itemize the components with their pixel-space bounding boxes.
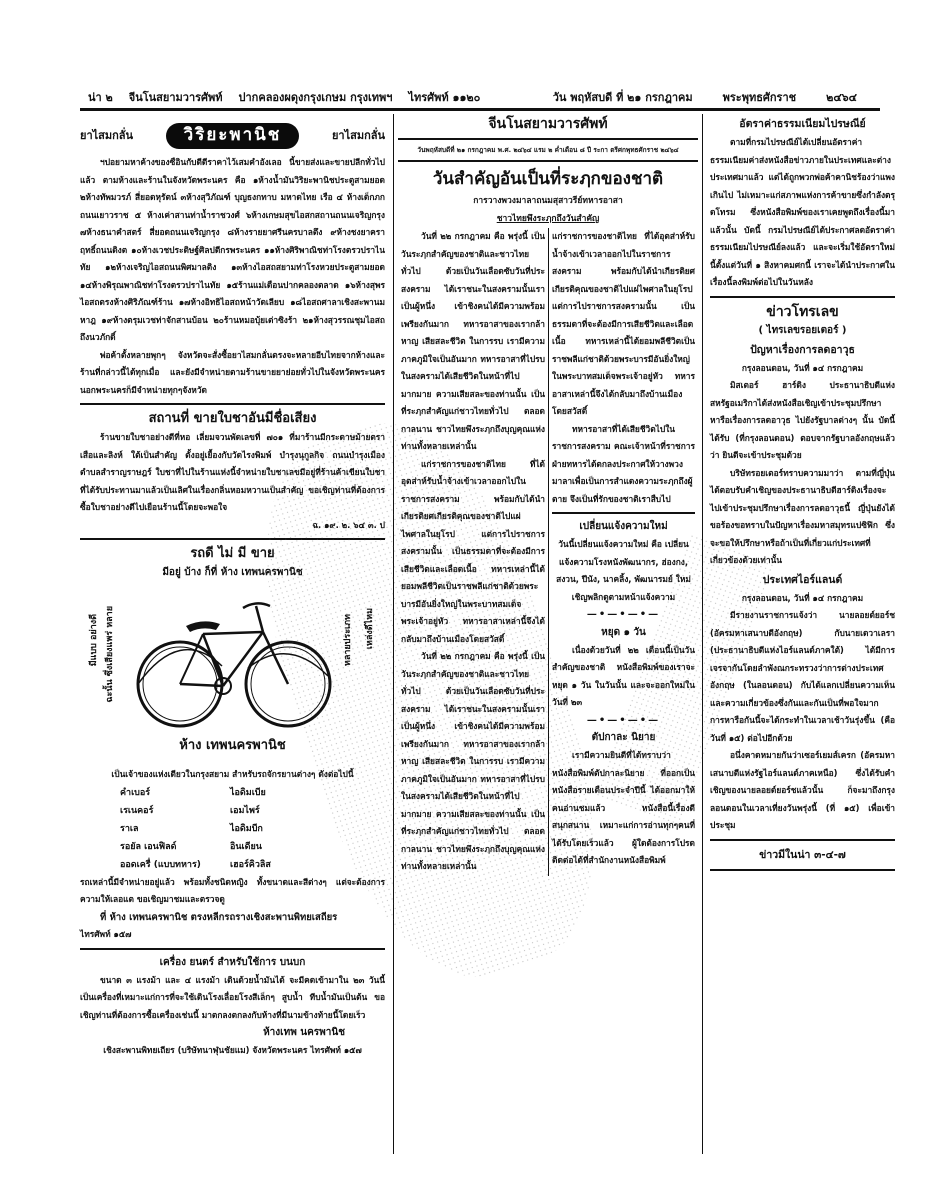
article-left-col	[398, 228, 548, 876]
telegraph-heading: ข่าวโทรเลข	[766, 303, 839, 320]
model-left: คำเบอร์	[120, 787, 151, 798]
article-left-text-cont: แก่ราชการของชาติไทย ที่ได้อุตส่าห์รับน้ำจ้างเข้าเวลาออกไปในราชการสงคราม พร้อมกับได้นำเกียรติยศเกียรติคุณของชาติไปแผ่ไพศาลในยุโรป แต่การไปราชการสงครามนั้น เป็นธรรมดาที่จะต้องมีการเสียชีวิตและเลือดเนื้อ ทหารเหล่านี้ได้ยอมพลีชีวิตเป็นราชพลีแก่ชาติด้วยพระบารมีอันยิ่งใหญ่ในพระบาทสมเด็จพระเจ้าอยู่หัว ทหารอาสาเหล่านี้จึงได้กลับมาถึงบ้านเมืองโดยสวัสดิ์	[401, 458, 545, 644]
bike-vertical-right-1: หลายประเภท	[343, 614, 353, 667]
article-right-text: แก่ราชการของชาติไทย ที่ได้อุตส่าห์รับน้ำจ้างเข้าเวลาออกไปในราชการสงคราม พร้อมกับได้นำเกียรติยศเกียรติคุณของชาติไปแผ่ไพศาลในยุโรป แต่การไปราชการสงครามนั้น เป็นธรรมดาที่จะต้องมีการเสียชีวิตและเลือดเนื้อ ทหารเหล่านี้ได้ยอมพลีชีวิตเป็นราชพลีแก่ชาติด้วยพระบารมีอันยิ่งใหญ่ในพระบาทสมเด็จพระเจ้าอยู่หัว ทหารอาสาเหล่านี้จึงได้กลับมาถึงบ้านเมืองโดยสวัสดิ์	[552, 231, 695, 416]
item1-body: มิสเตอร์ ฮาร์ดิง ประธานาธิบดีแห่งสหรัฐอเมริกาได้ส่งหนังสือเชิญเข้าประชุมปรึกษาหารือเรื่องการลดอาวุธ ไปยังรัฐบาลต่างๆ นั้น บัดนี้ได้รับ (ที่กรุงลอนดอน) ตอบจากรัฐบาลอังกฤษแล้วว่า ยินดีจะเข้าประชุมด้วย	[710, 380, 895, 460]
paper-address: ปากคลองผดุงกรุงเกษม กรุงเทพฯ	[238, 91, 393, 104]
item2-heading: ประเทศไอร์แลนด์	[762, 573, 843, 586]
bicycle-ad	[80, 544, 385, 766]
model-left: เรเนคอร์	[120, 805, 154, 816]
running-head	[88, 86, 873, 108]
era-label: พระพุทธศักราช	[722, 91, 797, 104]
bike-address: ที่ ห้าง เทพนครพานิช ตรงหลีกรถรางเชิงสะพานพิทยเสถียร	[100, 911, 338, 923]
engine-ad-title: เครื่อง ยนตร์ สำหรับใช้การ บนบก	[159, 956, 306, 968]
right-column	[710, 114, 895, 1154]
article-left-text: วันที่ ๒๒ กรกฎาคม คือ พรุ่งนี้ เป็นวันระฦกสำคัญของชาติและชาวไทยทั่วไป ด้วยเป็นวันเลือดซับวันที่ประสงคราม ได้เราชนะในสงครามนั้นเราเป็นผู้หนึ่ง เข้าชิงคนได้มีความพร้อมเพรียงกันมาก ทหารอาสาของเรากล้าหาญ เสียสละชีวิต ในการรบ เรามีความภาคภูมิใจเป็นอันมาก ทหารอาสาที่ไปรบในสงครามได้เสียชีวิตในหน้าที่ไปมากมาย ความเสียสละของท่านนั้น เป็นที่ระฦกสำคัญแก่ชาวไทยทั่วไป ตลอดกาลนาน ชาวไทยพึงระฦกถึงบุญคุณแห่งท่านทั้งหลายเหล่านั้น	[401, 231, 545, 451]
bike-lead-text: เป็นเจ้าของแห่งเดียวในกรุงสยาม สำหรับรถจักรยานต่างๆ ดังต่อไปนี้	[111, 769, 354, 779]
bike-models-list	[80, 784, 385, 874]
subhead-1: การวางพวงมาลาถนมสุสาวรีย์ทหารอาสา	[473, 196, 623, 206]
model-left: รอยัล เอนฟิลด์	[120, 841, 177, 852]
divider	[710, 839, 895, 841]
paper-phone: ไทรศัพท์ ๑๑๒๐	[408, 91, 481, 104]
bike-vertical-left-2: ฉะนั้น ซึ่งเสียงแพร่ หลาย	[105, 606, 115, 703]
engine-ad-address: เชิงสะพานพิทยเถียร (บริษัทนาฬุนชัยแม) จังหวัดพระนคร ไทรศัพท์ ๑๕๗	[103, 1044, 362, 1055]
divider	[710, 296, 895, 298]
item1-dateline: กรุงลอนดอน, วันที่ ๑๔ กรกฎาคม	[741, 362, 864, 373]
item1-heading: ปัญหาเรื่องการลดอาวุธ	[750, 343, 855, 356]
postage-heading: อัตราค่าธรรมเนียมไปรษณีย์	[739, 118, 866, 130]
model-right: เอมไพร์	[230, 805, 260, 816]
dateline-rule	[398, 160, 698, 162]
bike-ad-title: รถดี ไม่ มี ขาย	[190, 546, 275, 561]
bike-phone: ไทรศัพท์ ๑๕๗	[80, 929, 132, 939]
paper-name: จีนโนสยามวารศัพท์	[128, 91, 223, 104]
model-left: ออดเครื่ (แบบทหาร)	[120, 859, 201, 870]
columnist-body: เรามีความยินดีที่ได้ทราบว่า หนังสือพิมพ์ตัปกาละนิยาย ที่ออกเป็นหนังสือรายเดือนประจำปีนี้ ได้ออกมาให้คนอ่านชมแล้ว หนังสือนี้เรื่องดีสนุกสนาน เหมาะแก่การอ่านทุกๆคนที่ได้รับโดยเร็วแล้ว ผู้ใดต้องการโปรดติดต่อได้ที่สำนักงานหนังสือพิมพ์	[552, 750, 695, 865]
trade-paragraph: พ่อค้าตั้งหลายพุกๆ จังหวัดจะสั่งซื้อยาไสมกลั่นตรงจะหลายอีบไทยจากห้างและร้านที่กล่าวนี้ได้ทุกเมื่อ และยังมีจำหน่ายตามร้านขายยาย่อยทั่วไปในจังหวัดพระนคร นอกพระนครก็มีจำหน่ายทุกๆจังหวัด	[80, 349, 385, 395]
article-left-text-cont2: วันที่ ๒๒ กรกฎาคม คือ พรุ่งนี้ เป็นวันระฦกสำคัญของชาติและชาวไทยทั่วไป ด้วยเป็นวันเลือดซับวันที่ประสงคราม ได้เราชนะในสงครามนั้นเราเป็นผู้หนึ่ง เข้าชิงคนได้มีความพร้อมเพรียงกันมาก ทหารอาสาของเรากล้าหาญ เสียสละชีวิต ในการรบ เรามีความภาคภูมิใจเป็นอันมาก ทหารอาสาที่ไปรบในสงครามได้เสียชีวิตในหน้าที่ไปมากมาย ความเสียสละของท่านนั้น เป็นที่ระฦกสำคัญแก่ชาวไทยทั่วไป ตลอดกาลนาน ชาวไทยพึงระฦกถึงบุญคุณแห่งท่านทั้งหลายเหล่านั้น	[401, 651, 545, 871]
bike-shop-name: ห้าง เทพนครพานิช	[179, 738, 286, 753]
masthead-rule	[398, 138, 698, 140]
model-right: อินเดียน	[230, 841, 262, 852]
top-rule	[80, 108, 880, 111]
ornament-divider-2: —•—•—•—	[586, 714, 661, 726]
holiday-body: เนื่องด้วยวันที่ ๒๒ เดือนนี้เป็นวันสำคัญของชาติ หนังสือพิมพ์ของเราจะหยุด ๑ วัน ในวันนั้น และจะออกใหม่ในวันที่ ๒๓	[552, 644, 695, 707]
memorial-note: ทหารอาสาที่ได้เสียชีวิตไปในราชการสงคราม คณะเจ้าหน้าที่ราชการฝ่ายทหารได้ตกลงประกาศให้วางพวงมาลาเพื่อเป็นการสำแดงความระฦกถึงผู้ตาย จึงเป็นที่รักของชาติเราสืบไป	[552, 423, 695, 504]
viriya-banner	[80, 118, 385, 154]
bike-vertical-right-2: เหล่งดีไหม	[365, 608, 375, 650]
tea-heading: สถานที่ ขายใบชาอันมีชื่อเสียง	[148, 411, 317, 426]
issue-year: ๒๔๖๔	[826, 91, 857, 104]
divider	[80, 538, 385, 540]
news-body: วันนี้เปลี่ยนแจ้งความใหม่ คือ เปลี่ยนแจ้งความโรงหนังพัฒนากร, ฮ่องกง, สงวน, ปีนัง, นาคลิ้ง, พัฒนารมย์ ใหม่ เชิญพลิกดูตามหน้าแจ้งความ	[556, 539, 691, 602]
bicycle-illustration	[128, 596, 340, 736]
divider	[552, 512, 695, 514]
middle-column	[393, 114, 703, 1154]
banner-left-label: ยาไสมกลั่น	[80, 129, 134, 143]
bike-vertical-left-1: มีแบบ อย่างดี	[89, 614, 99, 667]
item2-body-2: อนึ่งคาดหมายกันว่าเซอร์เยมส์เครก (อัครมหาเสนาบดีแห่งรัฐไอร์แลนด์ภาคเหนือ) ซึ่งได้รับคำเชิญของนายลอยด์ยอร์ชแล้วนั้น ก็จะมาถึงกรุงลอนดอนในเวลาเที่ยงวันพรุ่งนี้ (ที่ ๑๕) เพื่อเข้าประชุม	[710, 750, 895, 830]
left-column	[80, 114, 385, 1154]
holiday-heading: หยุด ๑ วัน	[601, 626, 646, 638]
page-number: น่า ๒	[88, 91, 113, 104]
columnist-heading: ตัปกาละ นิยาย	[591, 732, 656, 743]
divider	[80, 948, 385, 950]
masthead: จีนโนสยามวารศัพท์	[488, 116, 608, 132]
model-left: ราเล	[120, 823, 139, 834]
item2-dateline: กรุงลอนดอน, วันที่ ๑๔ กรกฎาคม	[741, 592, 864, 603]
engine-ad-body: ขนาด ๓ แรงม้า และ ๔ แรงม้า เดินด้วยน้ำมันได้ จะมีคดเข้ามาใน ๒๓ วันนี้ เป็นเครื่องที่เหมาะแก่การที่จะใช้เดินโรงเลื่อยโรงสีเล็กๆ สูบน้ำ ทีบน้ำมันเป็นต้น ขอเชิญท่านที่ต้องการซื้อเครื่องเช่นนี้ มาตกลงตกลงกับห้างที่มีนามข้างท้ายนี้โดยเร็ว	[80, 974, 385, 1020]
headline: วันสำคัญอันเป็นที่ระฦกของชาติ	[432, 169, 664, 189]
model-right: เฮอร์คิวลิส	[230, 859, 271, 870]
banner-right-label: ยาไสมกลั่น	[331, 129, 385, 143]
model-right: ไอดิมบีก	[230, 823, 263, 834]
article-right-col	[548, 228, 698, 876]
tea-paragraph: ร้านขายใบชาอย่างดีที่หอ เลี่ยมจวนพัดเลขที่ ๗๐๑ ที่มาร้านมีกระดาษม้ายตราเสือและลิงห์ ใต้เป็นสำคัญ ตั้งอยู่เยื้องกับวัดไรงพิมพ์ บำรุงนุกูลกิจ ถนนบำรุงเมือง ตำบลสำราญราษฎร์ ใบชาที่ไปในร้านแห่งนี้จำหน่ายใบชาเลขมีอยู่ที่ร้านค้าเขียนใบชาที่ได้รับประทานมาแล้วเป็นเลิศในเรื่องกลิ่นหอมหวานเป็นสำคัญ ขอเชิญท่านที่ต้องการซื้อใบชาอย่างดีไปเยือนร้านนี้โดยจะพอใจ	[80, 432, 385, 512]
divider	[80, 403, 385, 405]
item2-body: มีรายงานราชการแจ้งว่า นายลอยด์ยอร์ช (อัครมหาเสนาบดีอังกฤษ) กับนายเดวาเลรา (ประธานาธิบดีแห่งไอร์แลนด์ภาคใต้) ได้มีการเจรจากันโดยลำพังณกระทรวงว่าการต่างประเทศอังกฤษ (ในลอนดอน) กับได้แลกเปลี่ยนความเห็นและความเกี่ยวข้องซึ่งกันและกันเป็นที่พอใจมาก การหารือกันนี้จะได้กระทำในเวลาเช้าวันรุ่งขึ้น (คือวันที่ ๑๕) ต่อไปอีกด้วย	[710, 610, 895, 743]
tea-code: ฉ. ๑๙. ๒. ๖๔ ๓. ป	[312, 519, 385, 530]
dateline: วันพฤหัสบดีที่ ๒๑ กรกฎาคม พ.ศ. ๒๔๖๔ แรม ๒ ค่ำเดือน ๘ ปี ระกา ตรีศกพุทธศักราช ๒๔๖๔	[417, 146, 679, 154]
banner-title: วิริยะพานิช	[166, 123, 300, 149]
article-columns	[398, 228, 698, 876]
ornament-divider: —•—•—•—	[586, 609, 661, 620]
subhead-2: ชาวไทยพึงระฦกถึงวันสำคัญ	[496, 214, 600, 224]
continued-note: ข่าวมีในน่า ๓-๔-๗	[759, 848, 846, 861]
item1-body-2: บริษัทรอยเตอร์ทราบความมาว่า ตามที่ญี่ปุ่นได้ตอบรับคำเชิญของประธานาธิบดีฮาร์ดิงเรื่องจะไปเข้าประชุมปรึกษาเรื่องการลดอาวุธนี้ ญี่ปุ่นยังได้ขอร้องขอทราบในปัญหาเรื่องมหาสมุทรแปซิฟิก ซึ่งจะขอให้ปรึกษาหรือถ้าเป็นที่เกี่ยวแก่ประเทศที่เกี่ยวข้องด้วยเท่านั้น	[710, 467, 895, 565]
news-heading: เปลี่ยนแจ้งความใหม่	[579, 521, 668, 532]
model-right: ไอดิมเบีย	[230, 787, 266, 798]
postage-body: ตามที่กรมไปรษณีย์ได้เปลี่ยนอัตราค่าธรรมเนียมค่าส่งหนังสือข่าวภายในประเทศและต่างประเทศมาแล้ว แต่ได้ถูกพวกพ่อค้าคานิชร้องว่าแพงเกินไป ไม่เหมาะแก่สภาพแห่งการค้าขายซึ่งกำลังตรุดโทรม ซึ่งหนังสือพิมพ์ของเราเคยพูดถึงเรื่องนี้มาแล้วนั้น บัดนี้ กรมไปรษณีย์ได้ประกาศลดอัตราค่าธรรมเนียมไปรษณีย์ลงแล้ว และจะเริ่มใช้อัตราใหม่นี้ตั้งแต่วันที่ ๑ สิงหาคมศกนี้ เราจะได้นำประกาศในเรื่องนี้ลงพิมพ์ต่อไปในวันหลัง	[710, 137, 895, 287]
bike-ad-subtitle: มีอยู่ บ้าง ก็ที่ ห้าง เทพนครพานิช	[162, 567, 303, 578]
issue-day: วัน พฤหัสบดี ที่ ๒๑ กรกฎาคม	[552, 91, 693, 104]
engine-ad-shop: ห้างเทพ นครพานิช	[263, 1027, 345, 1038]
intro-paragraph: ฯปอยามหาค้างของซือินกับดีดีราคาไว้เสมคำอังเลอ นี้ขายส่งและขายปลีกทั่วไปแล้ว ตามห้างและร้านในจังหวัดพระนคร คือ ๑ห้างน้ำมันวิริยะพานิชประตูสามยอด ๒ห้างทัพมวรภ์ สี่ยอดหุรัตน์ ๓ห้างสุวิภัณฑ์ บุญธงกทาบ มหาดไทย เรือ ๔ ห้างเด็กภกถนนเยาวราช ๕ ห้างเค่าสานท่าน้ำราชวงศ์ ๖ห้างเกษมสุขไอสกสถานถนนเจริญกรุง ๗ห้างธนาคำสตร์ สี่ยอดถนนเจริญกรุง ๘ห้างรายยาศรีนครบาลตึง ๙ห้างชงยาคราฤทธิ์ถนนดิงต ๑๐ห้างเวชประดิษฐ์ศิลปดีกรพระนคร ๑๑ห้างศิริพาณิชท่าโรงตรวปราไนทัย ๑๒ห้างเจริญไอสถนนพิศมาลติง ๑๓ห้างไอสถสยามท่าโรงหวยประตูสามยอด ๑๔ห้างพิรุณพาณิชท่าโรงตรวปราไนทัย ๑๕ร้านแม่เดือนปากคลองตลาด ๑๖ห้างสุพรไอสถตรงห้างศิริภัณฑ์ร้าน ๑๗ห้างอิทธิไอสถหน้าวัดเลียบ ๑๘ไอสถศาลาเชิงสะพานมหาฎ ๑๙ห้างตรุมเวชท่าจักสานบ้อน ๒๐ร้านหมอบุ้ยเต่าซิงร้า ๒๑ห้างสุวรรณชุมไอสถถึงนวภักดิ์	[80, 157, 385, 342]
bike-note: รถเหล่านี้มีจำหน่ายอยู่แล้ว พร้อมทั้งชนิดหญิง ทั้งขนาดและสีต่างๆ แต่จะต้องการความให้เลอแต ขอเชิญมาชมและตรวจดู	[80, 876, 385, 904]
divider	[710, 869, 895, 871]
telegraph-sub: ( ไทรเลขรอยเตอร์ )	[758, 324, 847, 336]
